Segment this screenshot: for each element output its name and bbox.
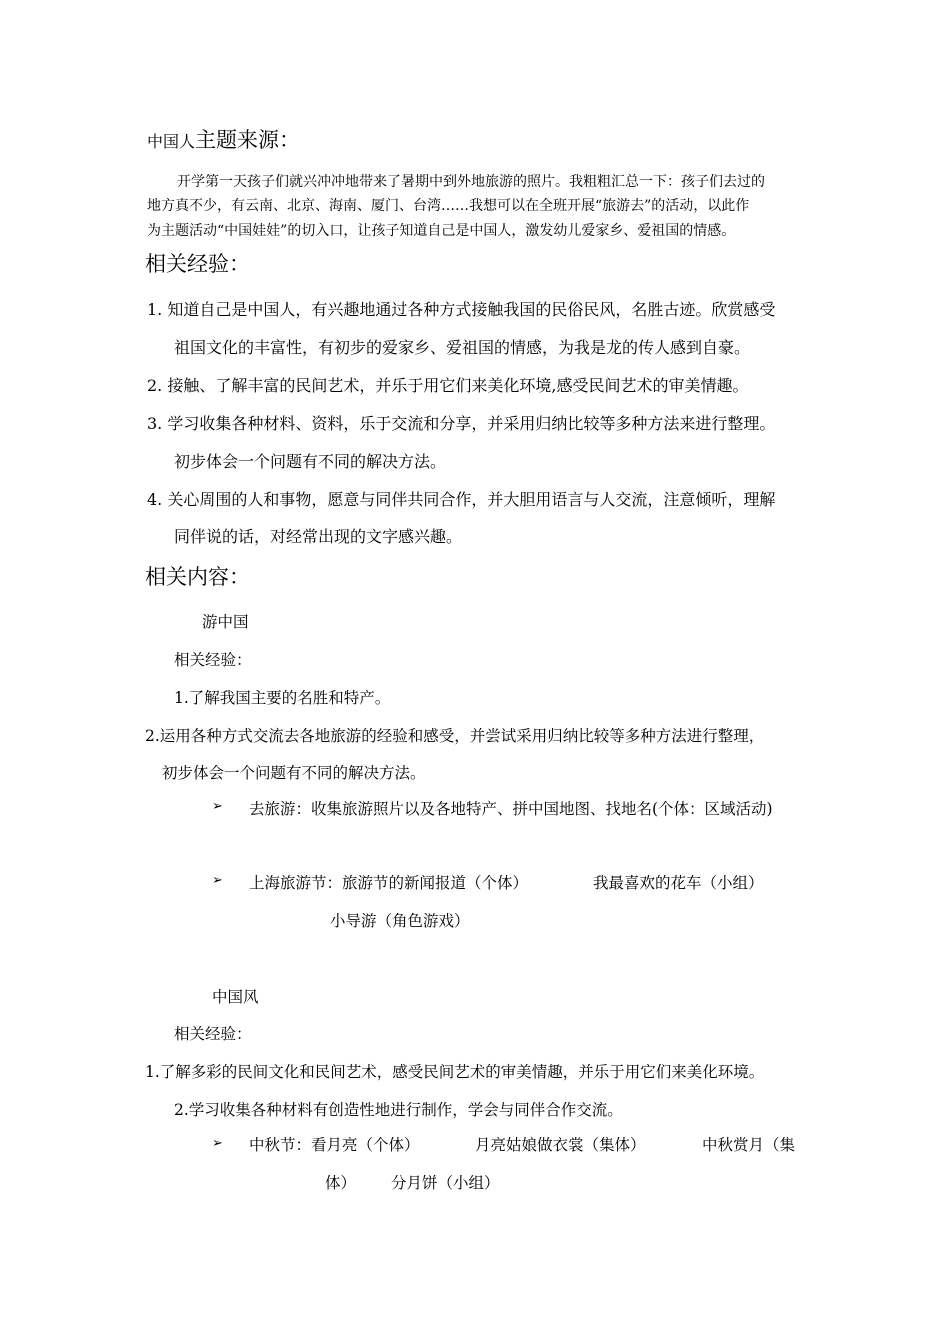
- section2-bullet-1c: 中秋赏月（集: [702, 1136, 796, 1154]
- section2-subheading: 相关经验：: [174, 1025, 252, 1043]
- section1-line-3: 初步体会一个问题有不同的解决方法。: [162, 764, 426, 782]
- experience-heading: 相关经验：: [145, 252, 250, 276]
- title-prefix: 中国人: [147, 132, 196, 151]
- intro-line-1: 开学第一天孩子们就兴冲冲地带来了暑期中到外地旅游的照片。我粗粗汇总一下：孩子们去过的: [177, 174, 765, 190]
- section1-bullet-1: 去旅游：收集旅游照片以及各地特产、拼中国地图、找地名(个体：区域活动): [249, 800, 773, 818]
- section2-line-2: 2.学习收集各种材料有创造性地进行制作，学会与同伴合作交流。: [174, 1101, 623, 1119]
- section2-title: 中国风: [212, 988, 259, 1006]
- experience-line-2: 祖国文化的丰富性，有初步的爱家乡、爱祖国的情感，为我是龙的传人感到自豪。: [174, 338, 751, 357]
- section2-bullet-1b: 月亮姑娘做衣裳（集体）: [475, 1136, 646, 1154]
- section1-bullet-2a: 上海旅游节：旅游节的新闻报道（个体）: [249, 874, 529, 892]
- section1-bullet-2b: 我最喜欢的花车（小组）: [593, 874, 764, 892]
- intro-line-2: 地方真不少，有云南、北京、海南、厦门、台湾……我想可以在全班开展“旅游去”的活动，以此作: [147, 198, 750, 214]
- section1-title: 游中国: [202, 613, 249, 631]
- section2-bullet-1a: 中秋节：看月亮（个体）: [249, 1136, 420, 1154]
- arrow-bullet-icon: ➢: [212, 799, 223, 814]
- experience-line-1: 1. 知道自己是中国人，有兴趣地通过各种方式接触我国的民俗民风，名胜古迹。欣赏感受: [147, 300, 776, 319]
- section1-bullet-2c: 小导游（角色游戏）: [330, 912, 470, 930]
- arrow-bullet-icon: ➢: [212, 1136, 223, 1151]
- section2-bullet-1e: 分月饼（小组）: [391, 1174, 500, 1192]
- experience-line-3: 2. 接触、了解丰富的民间艺术，并乐于用它们来美化环境,感受民间艺术的审美情趣。: [147, 376, 749, 395]
- experience-line-6: 4. 关心周围的人和事物，愿意与同伴共同合作，并大胆用语言与人交流，注意倾听，理解: [147, 490, 776, 509]
- intro-line-3: 为主题活动“中国娃娃”的切入口，让孩子知道自己是中国人，激发幼儿爱家乡、爱祖国的情感。: [147, 223, 736, 239]
- section1-line-1: 1.了解我国主要的名胜和特产。: [174, 689, 391, 707]
- section2-bullet-1d: 体）: [325, 1174, 357, 1192]
- experience-line-5: 初步体会一个问题有不同的解决方法。: [174, 452, 447, 471]
- experience-line-7: 同伴说的话，对经常出现的文字感兴趣。: [174, 527, 463, 546]
- experience-line-4: 3. 学习收集各种材料、资料，乐于交流和分享，并采用归纳比较等多种方法来进行整理。: [147, 414, 776, 433]
- section1-line-2: 2.运用各种方式交流去各地旅游的经验和感受，并尝试采用归纳比较等多种方法进行整理，: [145, 727, 765, 745]
- page-title: [147, 124, 300, 154]
- section2-line-1: 1.了解多彩的民间文化和民间艺术，感受民间艺术的审美情趣，并乐于用它们来美化环境。: [145, 1063, 765, 1081]
- arrow-bullet-icon: ➢: [212, 873, 223, 888]
- content-heading: 相关内容：: [145, 565, 250, 589]
- title-label: 主题来源：: [195, 128, 301, 152]
- section1-subheading: 相关经验：: [174, 651, 252, 669]
